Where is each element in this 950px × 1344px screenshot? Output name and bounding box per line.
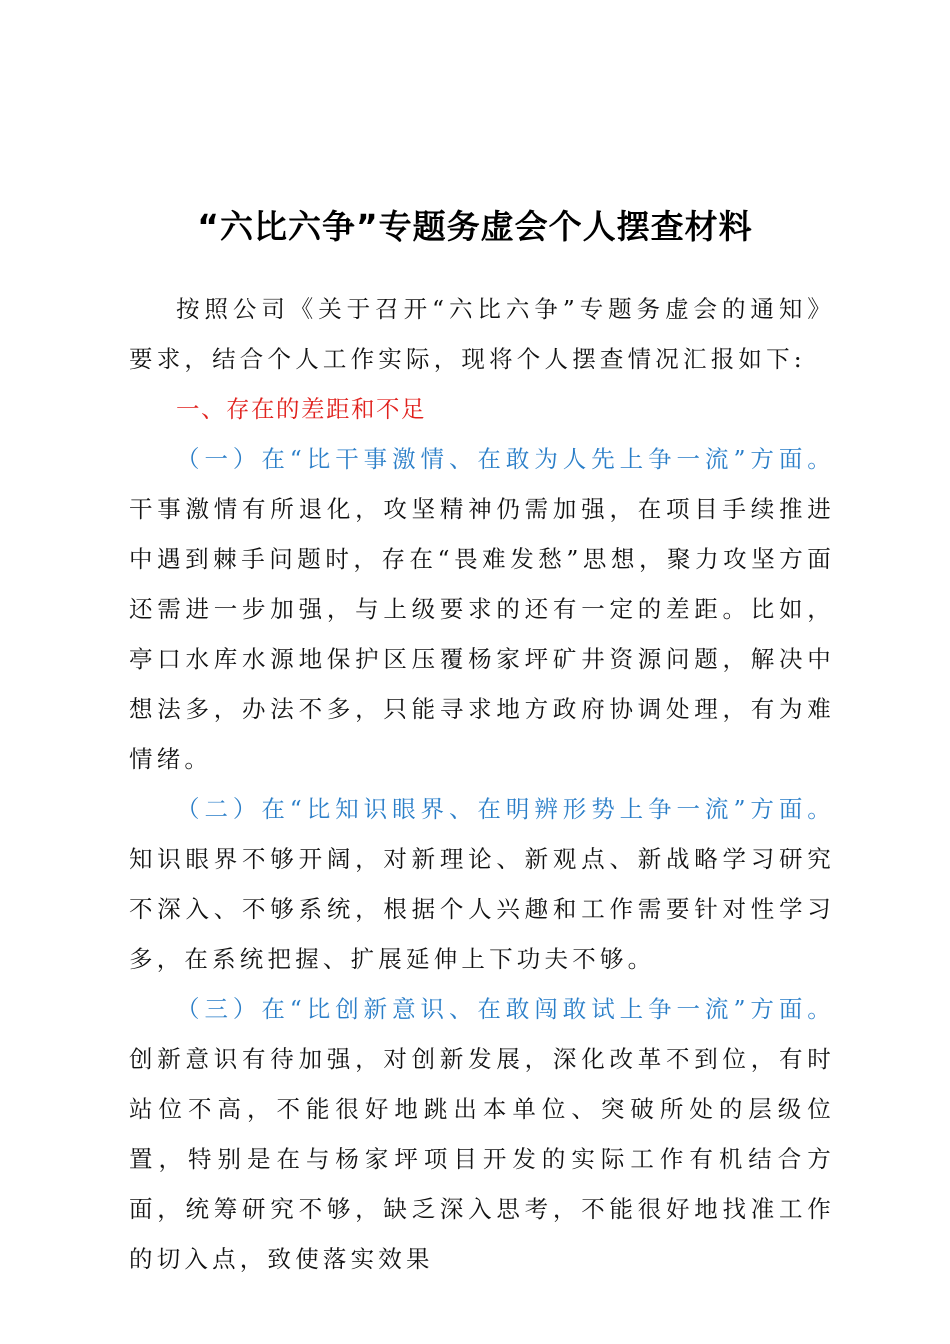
document-body <box>129 284 835 1284</box>
item-text-3: 创新意识有待加强，对创新发展，深化改革不到位，有时站位不高，不能很好地跳出本单位、突破所处的层级位置，特别是在与杨家坪项目开发的实际工作有机结合方面，统筹研究不够，缺乏深入思考，不能很好地找准工作的切入点，致使落实效果 <box>129 1045 835 1273</box>
item-heading-3: （三）在“比创新意识、在敢闯敢试上争一流”方面。 <box>176 995 835 1023</box>
item-paragraph-2 <box>129 784 835 984</box>
item-text-2: 知识眼界不够开阔，对新理论、新观点、新战略学习研究不深入、不够系统，根据个人兴趣和工作需要针对性学习多，在系统把握、扩展延伸上下功夫不够。 <box>129 845 835 973</box>
section-heading <box>129 384 835 434</box>
document-title: “六比六争”专题务虚会个人摆查材料 <box>197 207 753 246</box>
item-paragraph-3 <box>129 984 835 1284</box>
item-heading-2: （二）在“比知识眼界、在明辨形势上争一流”方面。 <box>176 795 835 823</box>
intro-paragraph: 按照公司《关于召开“六比六争”专题务虚会的通知》要求，结合个人工作实际，现将个人摆查情况汇报如下: <box>129 295 835 373</box>
item-paragraph-1 <box>129 434 835 784</box>
section-heading-text: 一、存在的差距和不足 <box>176 395 426 423</box>
item-heading-1: （一）在“比干事激情、在敢为人先上争一流”方面。 <box>176 445 835 473</box>
item-text-1: 干事激情有所退化，攻坚精神仍需加强，在项目手续推进中遇到棘手问题时，存在“畏难发愁”思想，聚力攻坚方面还需进一步加强，与上级要求的还有一定的差距。比如，亭口水库水源地保护区压覆杨家坪矿井资源问题，解决中想法多，办法不多，只能寻求地方政府协调处理，有为难情绪。 <box>129 495 835 773</box>
